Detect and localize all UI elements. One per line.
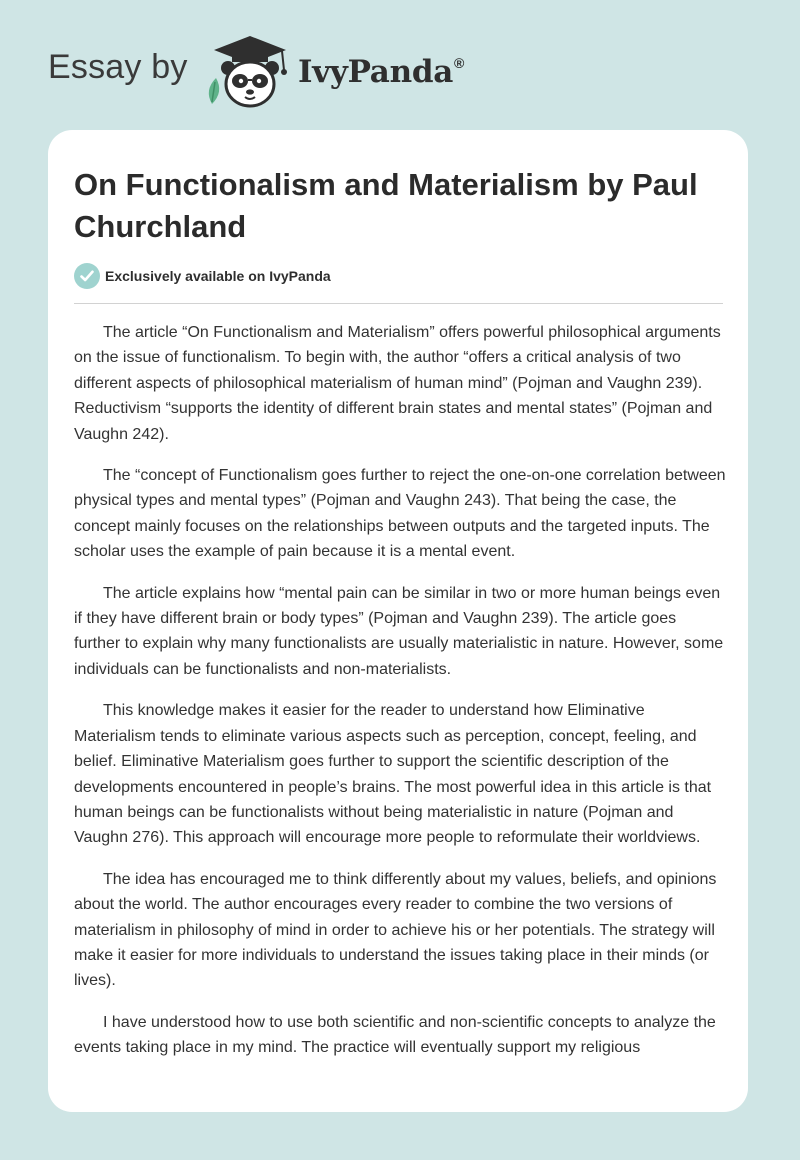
essay-paragraph: I have understood how to use both scientific and non-scientific concepts to analyze the events taking place in my mind. The practice will eventually support my religious <box>74 1013 716 1057</box>
brand-name[interactable] <box>298 54 464 90</box>
panda-graduate-logo-icon[interactable] <box>202 34 294 110</box>
essay-by-label: Essay by <box>48 48 188 86</box>
site-header <box>0 0 800 120</box>
essay-title: On Functionalism and Materialism by Paul Churchland <box>74 167 698 244</box>
essay-paragraph: The “concept of Functionalism goes further to reject the one-on-one correlation between physical types and mental types” (Pojman and Vaughn 243). That being the case, the concept mainly focuses on the relationships between outputs and the targeted inputs. The scholar uses the example of pain because it is a mental event. <box>74 467 726 561</box>
essay-paragraph: The article “On Functionalism and Materialism” offers powerful philosophical arguments on the issue of functionalism. To begin with, the author “offers a critical analysis of two different aspects of philosophical materialism of human mind” (Pojman and Vaughn 239). Reductivism “supports the identity of different brain states and mental states” (Pojman and Vaughn 242). <box>74 324 721 443</box>
title-divider <box>74 303 723 304</box>
essay-body <box>74 320 726 1077</box>
brand-name-text: IvyPanda <box>298 54 453 90</box>
exclusive-badge <box>74 263 331 289</box>
exclusive-badge-text: Exclusively available on IvyPanda <box>105 268 331 284</box>
registered-mark: ® <box>454 55 465 71</box>
essay-card <box>48 130 748 1112</box>
essay-paragraph: This knowledge makes it easier for the reader to understand how Eliminative Materialism tends to eliminate various aspects such as perception, concept, feeling, and belief. Eliminative Materialism goes further to support the scientific description of the developments encountered in people’s brains. The most powerful idea in this article is that human beings can be functionalists without being materialistic in nature (Pojman and Vaughn 276). This approach will encourage more people to reformulate their worldviews. <box>74 702 712 847</box>
check-circle-icon <box>74 263 100 289</box>
essay-paragraph: The article explains how “mental pain can be similar in two or more human beings even if they have different brain or body types” (Pojman and Vaughn 239). The article goes further to explain why many functionalists are usually materialistic in nature. However, some individuals can be functionalists and non-materialists. <box>74 584 724 678</box>
essay-paragraph: The idea has encouraged me to think differently about my values, beliefs, and opinions about the world. The author encourages every reader to combine the two versions of materialism in philosophy of mind in order to achieve his or her potentials. The strategy will make it easier for more individuals to understand the issues taking place in their minds (or lives). <box>74 870 717 990</box>
